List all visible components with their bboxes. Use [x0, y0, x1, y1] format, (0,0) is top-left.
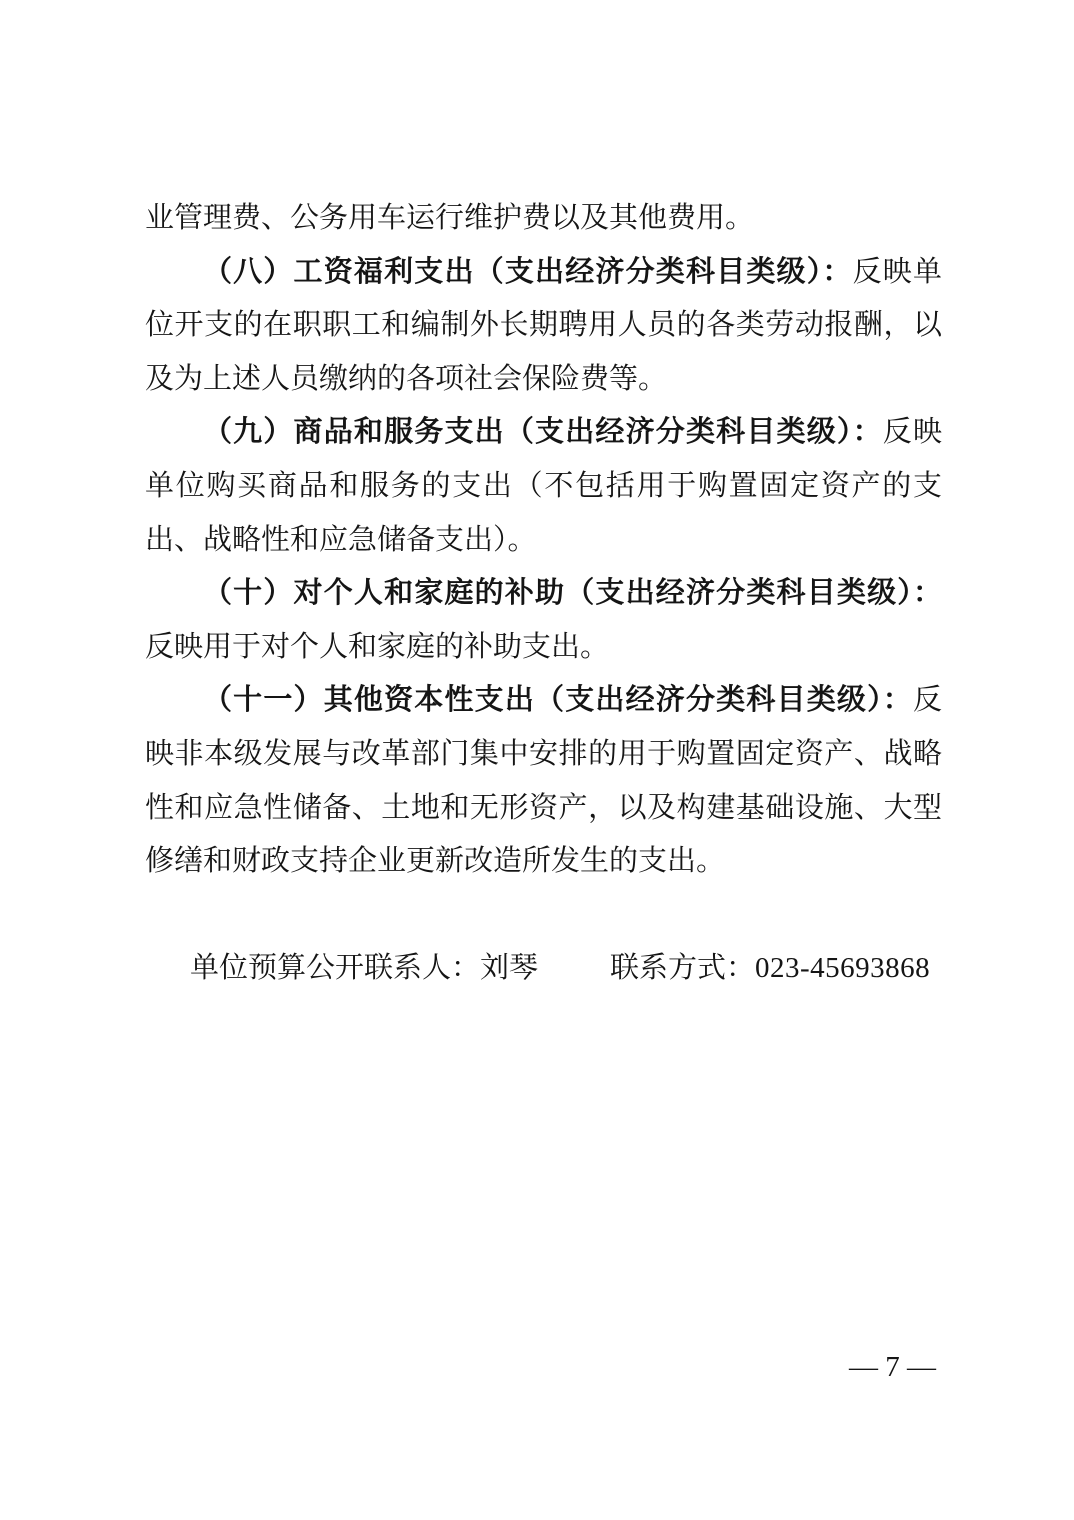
clause-10-paragraph [145, 567, 942, 674]
page-footer [849, 1350, 936, 1384]
clause-8-text: 反映单位开支的在职职工和编制外长期聘用人员的各类劳动报酬，以及为上述人员缴纳的各项社会保险费等。 [145, 255, 942, 395]
document-text-block [145, 192, 942, 996]
contact-person-name: 刘琴 [479, 952, 538, 985]
clause-10-heading: （十）对个人和家庭的补助（支出经济分类科目类级）： [203, 577, 942, 610]
contact-phone-label: 联系方式： [609, 952, 755, 985]
clause-9-text: 反映单位购买商品和服务的支出（不包括用于购置固定资产的支出、战略性和应急储备支出）。 [145, 416, 942, 556]
clause-11-text: 反映非本级发展与改革部门集中安排的用于购置固定资产、战略性和应急性储备、土地和无形资产，以及构建基础设施、大型修缮和财政支持企业更新改造所发生的支出。 [145, 684, 942, 878]
clause-11-heading: （十一）其他资本性支出（支出经济分类科目类级）： [203, 684, 913, 717]
clause-10-text: 反映用于对个人和家庭的补助支出。 [145, 630, 610, 663]
page-number: — 7 — [849, 1351, 936, 1383]
clause-9-paragraph [145, 406, 942, 567]
clause-11-paragraph [145, 674, 942, 888]
contact-line [145, 942, 942, 996]
clause-8-heading: （八）工资福利支出（支出经济分类科目类级）： [203, 255, 853, 288]
paragraph-continuation [145, 192, 942, 246]
contact-person-label: 单位预算公开联系人： [189, 952, 480, 985]
paragraph-continuation-text: 业管理费、公务用车运行维护费以及其他费用。 [145, 202, 755, 234]
clause-9-heading: （九）商品和服务支出（支出经济分类科目类级）： [203, 416, 883, 449]
clause-8-paragraph [145, 246, 942, 407]
contact-phone-number: 023-45693868 [754, 952, 931, 985]
